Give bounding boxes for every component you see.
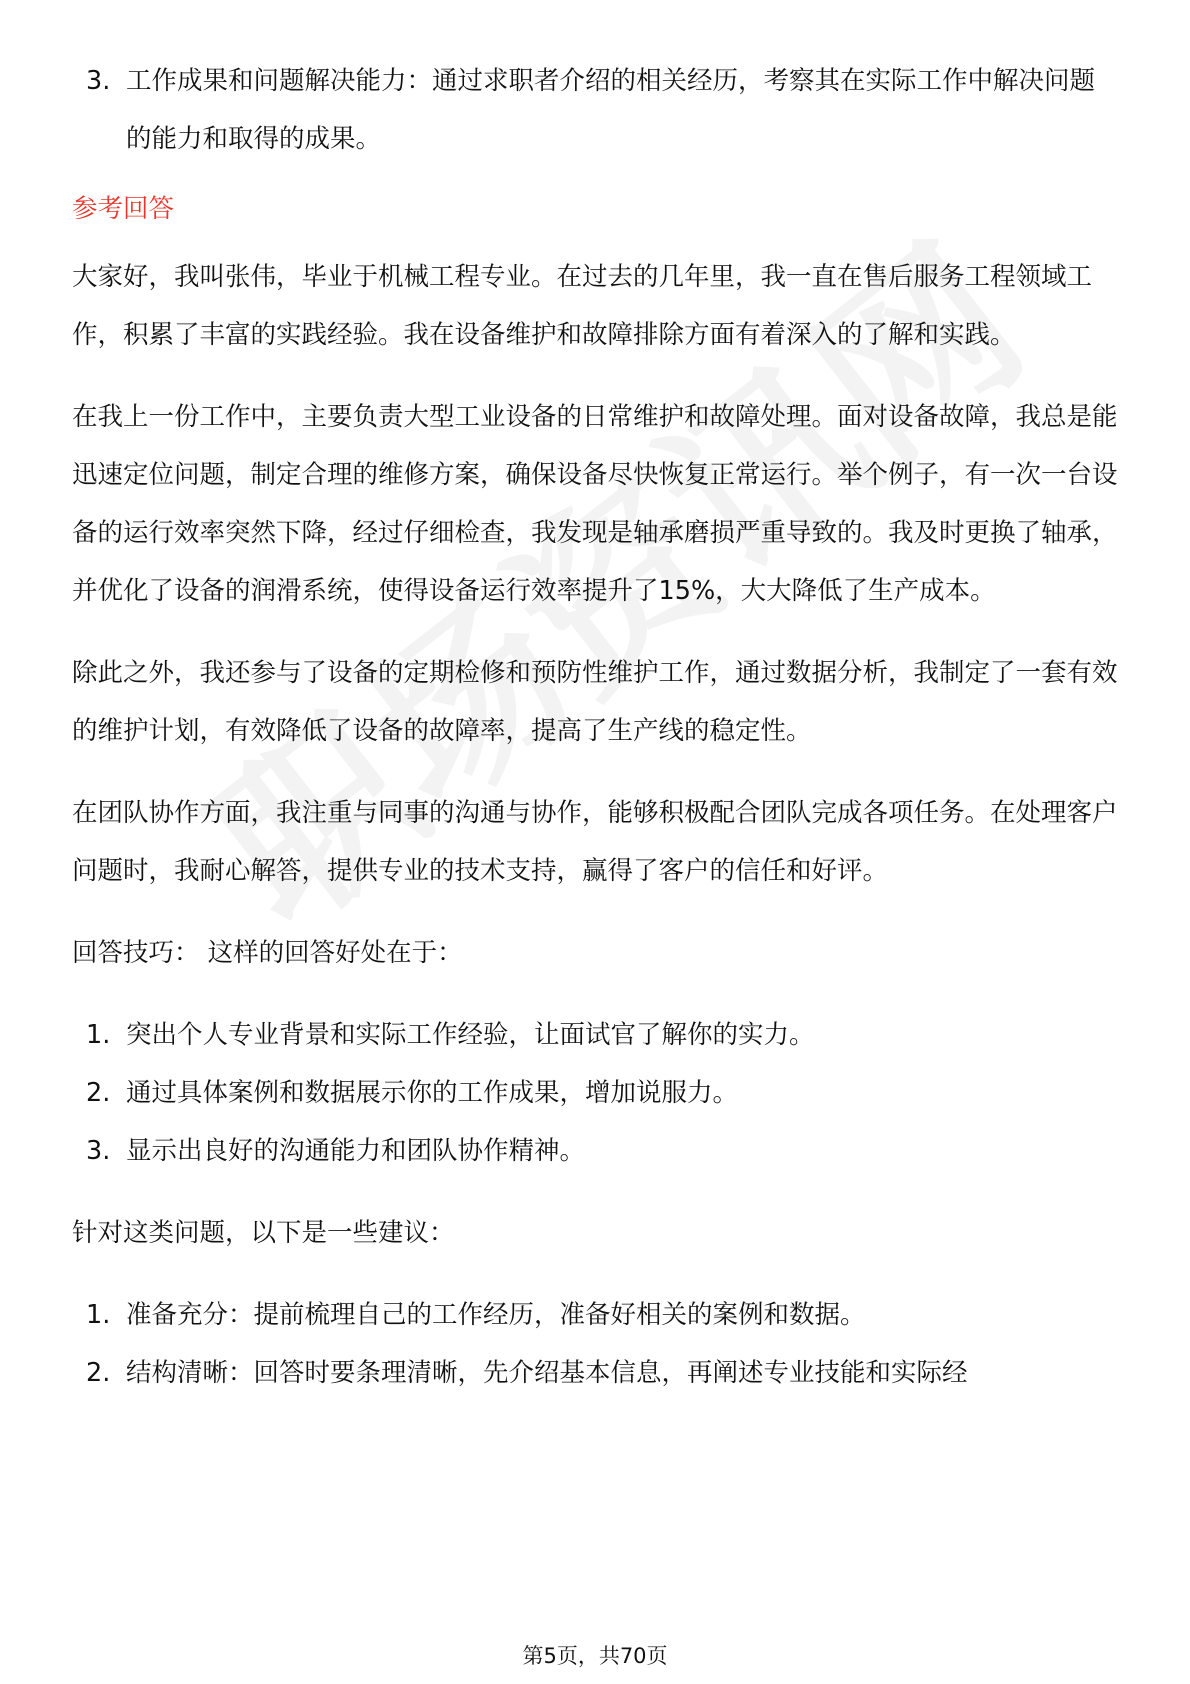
list-item <box>72 1286 1118 1344</box>
list-item <box>72 1122 1118 1180</box>
list-number: 2. <box>86 1358 111 1388</box>
list-text: 通过具体案例和数据展示你的工作成果，增加说服力。 <box>126 1078 739 1108</box>
list-item <box>72 1006 1118 1064</box>
list-text: 准备充分：提前梳理自己的工作经历，准备好相关的案例和数据。 <box>126 1300 866 1330</box>
list-text: 显示出良好的沟通能力和团队协作精神。 <box>126 1136 586 1166</box>
list-text: 突出个人专业背景和实际工作经验，让面试官了解你的实力。 <box>126 1020 815 1050</box>
list-item <box>72 1344 1118 1402</box>
answer-paragraph: 在团队协作方面，我注重与同事的沟通与协作，能够积极配合团队完成各项任务。在处理客户问题时，我耐心解答，提供专业的技术支持，赢得了客户的信任和好评。 <box>72 798 1118 886</box>
page-footer: 第5页，共70页 <box>522 1644 668 1668</box>
list-number: 1. <box>86 1020 111 1050</box>
list-number: 3. <box>86 1136 111 1166</box>
answer-paragraph: 大家好，我叫张伟，毕业于机械工程专业。在过去的几年里，我一直在售后服务工程领域工作，积累了丰富的实践经验。我在设备维护和故障排除方面有着深入的了解和实践。 <box>72 262 1093 350</box>
list-number: 2. <box>86 1078 111 1108</box>
list-text: 工作成果和问题解决能力：通过求职者介绍的相关经历，考察其在实际工作中解决问题的能力和取得的成果。 <box>126 66 1096 154</box>
section-title: 参考回答 <box>72 194 175 224</box>
tips-intro: 回答技巧： 这样的回答好处在于： <box>72 938 463 968</box>
advice-list <box>72 1286 1118 1402</box>
criteria-list <box>72 52 1118 168</box>
list-number: 3. <box>86 66 111 96</box>
tips-list <box>72 1006 1118 1180</box>
list-item <box>72 1064 1118 1122</box>
list-number: 1. <box>86 1300 111 1330</box>
list-text: 结构清晰：回答时要条理清晰，先介绍基本信息，再阐述专业技能和实际经 <box>126 1358 968 1388</box>
document-body <box>72 52 1118 1402</box>
answer-paragraph: 除此之外，我还参与了设备的定期检修和预防性维护工作，通过数据分析，我制定了一套有效的维护计划，有效降低了设备的故障率，提高了生产线的稳定性。 <box>72 658 1118 746</box>
list-item <box>72 52 1118 168</box>
advice-intro: 针对这类问题，以下是一些建议： <box>72 1218 455 1248</box>
answer-paragraph: 在我上一份工作中，主要负责大型工业设备的日常维护和故障处理。面对设备故障，我总是能迅速定位问题，制定合理的维修方案，确保设备尽快恢复正常运行。举个例子，有一次一台设备的运行效率突然下降，经过仔细检查，我发现是轴承磨损严重导致的。我及时更换了轴承，并优化了设备的润滑系统，使得设备运行效率提升了15%，大大降低了生产成本。 <box>72 402 1118 606</box>
